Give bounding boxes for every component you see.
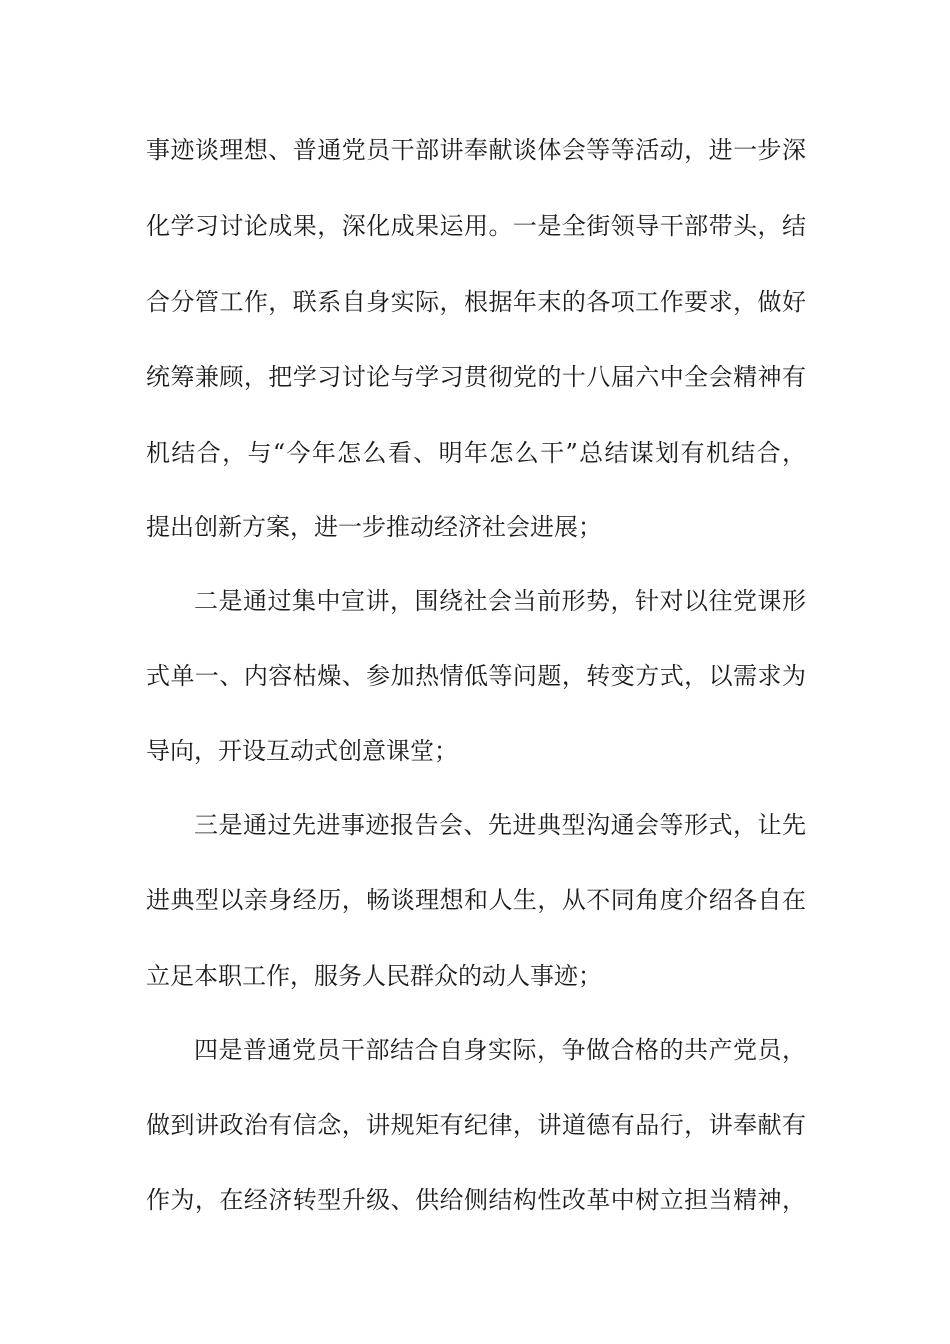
text-line: 合分管工作，联系自身实际，根据年末的各项工作要求，做好 [146, 288, 806, 316]
text-line: 式单一、内容枯燥、参加热情低等问题，转变方式，以需求为 [146, 662, 806, 690]
text-line: 事迹谈理想、普通党员干部讲奉献谈体会等等活动，进一步深 [146, 136, 806, 164]
paragraph-start-line: 三是通过先进事迹报告会、先进典型沟通会等形式，让先 [194, 811, 806, 839]
paragraph-start-line: 四是普通党员干部结合自身实际，争做合格的共产党员， [194, 1036, 806, 1064]
text-line: 立足本职工作，服务人民群众的动人事迹； [146, 962, 602, 990]
text-line: 提出创新方案，进一步推动经济社会进展； [146, 513, 602, 541]
paragraph-start-line: 二是通过集中宣讲，围绕社会当前形势，针对以往党课形 [194, 587, 806, 615]
text-line: 做到讲政治有信念，讲规矩有纪律，讲道德有品行，讲奉献有 [146, 1111, 806, 1139]
text-line: 化学习讨论成果，深化成果运用。一是全街领导干部带头，结 [146, 212, 806, 240]
text-line: 作为，在经济转型升级、供给侧结构性改革中树立担当精神， [146, 1186, 806, 1214]
text-line: 进典型以亲身经历，畅谈理想和人生，从不同角度介绍各自在 [146, 886, 806, 914]
text-line: 统筹兼顾，把学习讨论与学习贯彻党的十八届六中全会精神有 [146, 363, 806, 391]
text-line: 导向，开设互动式创意课堂； [146, 737, 458, 765]
text-line: 机结合，与“今年怎么看、明年怎么干”总结谋划有机结合， [146, 439, 806, 467]
